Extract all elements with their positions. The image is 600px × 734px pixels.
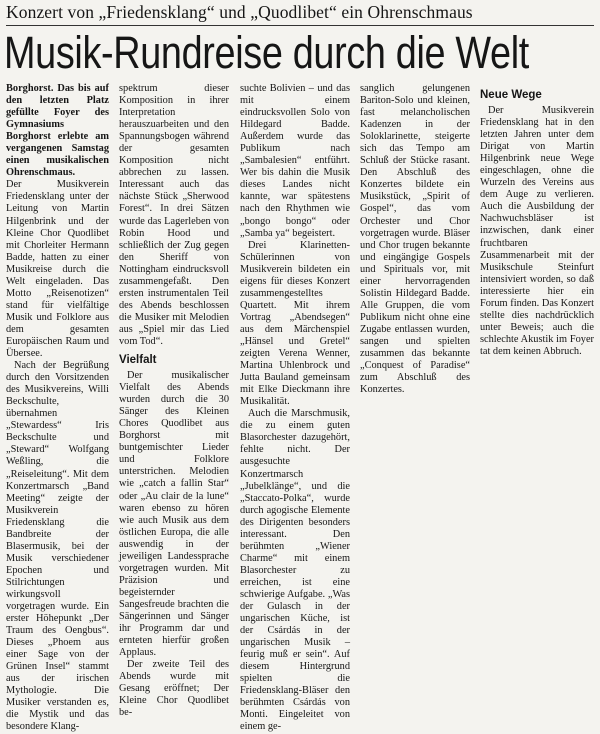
subheading-vielfalt: Vielfalt xyxy=(119,354,157,367)
lead-paragraph: Borghorst. Das bis auf den letzten Platz gefüllte Foyer des Gymnasiums Borghorst erlebte am vergangenen Samstag einen musikalischen Ohrenschmaus. xyxy=(6,83,109,179)
article-column-4 xyxy=(360,83,470,539)
body-paragraph: Der zweite Teil des Abends wurde mit Gesang eröffnet; Der Kleine Chor Quodlibet be- xyxy=(119,659,229,719)
article-column-1 xyxy=(6,83,109,733)
body-paragraph: Drei Klarinetten-Schülerinnen von Musikverein bildeten ein eigens für dieses Konzert zusammengestelltes Quartett. Mit ihrem Vortrag „Abendsegen“ aus dem Märchenspiel „Hänsel und Gretel“ zeigten Verena Wenner, Martina Uhlenbrock und Jutta Bauland gemeinsam mit Elke Dieckmann ihre Musikalität. xyxy=(240,239,350,408)
body-paragraph: Der musikalischer Vielfalt des Abends wurden durch die 30 Sänger des Kleinen Chores Quodlibet aus Borghorst mit buntgemischter Lieder und Folklore unterstrichen. Melodien wie „catch a fallin Star“ oder „Au clair de la lune“ waren ebenso zu hören wie auch Musik aus dem östlichen Europa, die alle auswendig in der jeweiligen Landessprache vorgetragen wurden. Mit Präzision und begeisternder Sangesfreude brachten die Sängerinnen und Sänger ihr Programm dar und ernteten hierfür großen Applaus. xyxy=(119,370,229,659)
kicker-line: Konzert von „Friedensklang“ und „Quodlibet“ ein Ohrenschmaus xyxy=(6,2,473,22)
body-paragraph: Nach der Begrüßung durch den Vorsitzenden des Musikvereins, Willi Beckschulte, übernahmen „Stewardess“ Iris Beckschulte und „Steward“ Wolfgang Weßling, die „Reiseleitung“. Mit dem Konzertmarsch „Band Meeting“ zeigte der Musikverein Friedensklang die Bandbreite der Blasermusik, bei der Musik verschiedener Epochen und Stilrichtungen wirkungsvoll vorgetragen wurde. Ein erster Höhepunkt „Der Traum des Oengbus“. Dieses „Phoem aus einer Sage von der Grünen Insel“ stammt aus der irischen Mythologie. Die Musiker verstanden es, die Mystik und das besondere Klang- xyxy=(6,360,109,733)
body-paragraph: suchte Bolivien – und das mit einem eindrucksvollen Solo von Hildegard Badde. Außerdem wurde das Publikum nach „Sambalesien“ entführt. Wer bis dahin die Musik dieses Landes nicht kannte, war spätestens nach den Rhythmen wie „bongo bongo“ oder „Samba ya“ begeistert. xyxy=(240,83,350,239)
headline: Musik-Rundreise durch die Welt xyxy=(4,27,529,78)
article-column-2 xyxy=(119,83,229,719)
body-paragraph: spektrum dieser Komposition in ihrer Interpretation herauszuarbeiten und den Spannungsbogen während der gesamten Komposition nicht abbrechen zu lassen. Interessant auch das nächste Stück „Sherwood Forest“. In drei Sätzen wurde das Lagerleben von Robin Hood und schließlich der Zug gegen den Sheriff von Nottingham eindrucksvoll zusammengefaßt. Den ersten instrumentalen Teil des Abends beschlossen die Musiker mit Melodien aus „Spiel mir das Lied vom Tod“. xyxy=(119,83,229,347)
body-paragraph: Auch die Marschmusik, die zu einem guten Blasorchester dazugehört, fehlte nicht. Der ausgesuchte Konzertmarsch „Jubelklänge“, und die „Staccato-Polka“, wurde durch agogische Elemente des Dirigenten besonders interessant. Den berühmten „Wiener Charme“ mit einem Blasorchester zu erreichen, ist eine schwierige Aufgabe. „Was der Gulasch in der ungarischen Küche, ist der Csárdás in der ungarischen Musik – feurig muß er sein“. Auf diesem Hintergrund spielten die Friedensklang-Bläser den berühmten Csárdás von Monti. Eingeleitet von einem ge- xyxy=(240,408,350,733)
article-column-5 xyxy=(480,83,594,539)
body-paragraph: Der Musikverein Friedensklang unter der Leitung von Martin Hilgenbrink und der Kleine Chor Quodlibet mit Chorleiter Hermann Badde, hatten zu einer Musikreise durch die Welt eingeladen. Das Motto „Reisenotizen“ stand für vielfältige Musik und Folklore aus dem gesamten Europäischen Raum und Übersee. xyxy=(6,179,109,360)
body-paragraph: Der Musikverein Friedensklang hat in den letzten Jahren unter dem Dirigat von Martin Hilgenbrink neue Wege eingeschlagen, ohne die Wurzeln des Vereins aus dem Auge zu verlieren. Auch die Ausbildung der Nachwuchsbläser ist inzwischen, dank einer fruchtbaren Zusammenarbeit mit der Musikschule Steinfurt intensiviert worden, so daß interessierte hier ein Forum finden. Das Konzert stellte dies nachdrücklich unter Beweis; auch die schlechte Akustik im Foyer tat dem keinen Abbruch. xyxy=(480,105,594,357)
body-paragraph: sanglich gelungenen Bariton-Solo und kleinen, fast melancholischen Kadenzen in der Soloklarinette, steigerte sich das Tempo am Schluß der Stücke rasant. Den Abschluß des Konzertes bildete ein Musikstück, „Spirit of Gospel“, das vom Orchester und Chor vorgetragen wurde. Bläser und Chor trugen bekannte und eingängige Gospels und Spirituals vor, mit einer hervorragenden Solistin Hildegard Badde. Alle Gruppen, die vom Publikum nicht ohne eine Zugabe entlassen wurden, sangen und spielten zusammen das bekannte „Conquest of Paradise“ zum Abschluß des Konzertes. xyxy=(360,83,470,396)
subheading-neue-wege: Neue Wege xyxy=(480,89,542,101)
article-column-3 xyxy=(240,83,350,733)
divider-rule xyxy=(6,25,594,26)
